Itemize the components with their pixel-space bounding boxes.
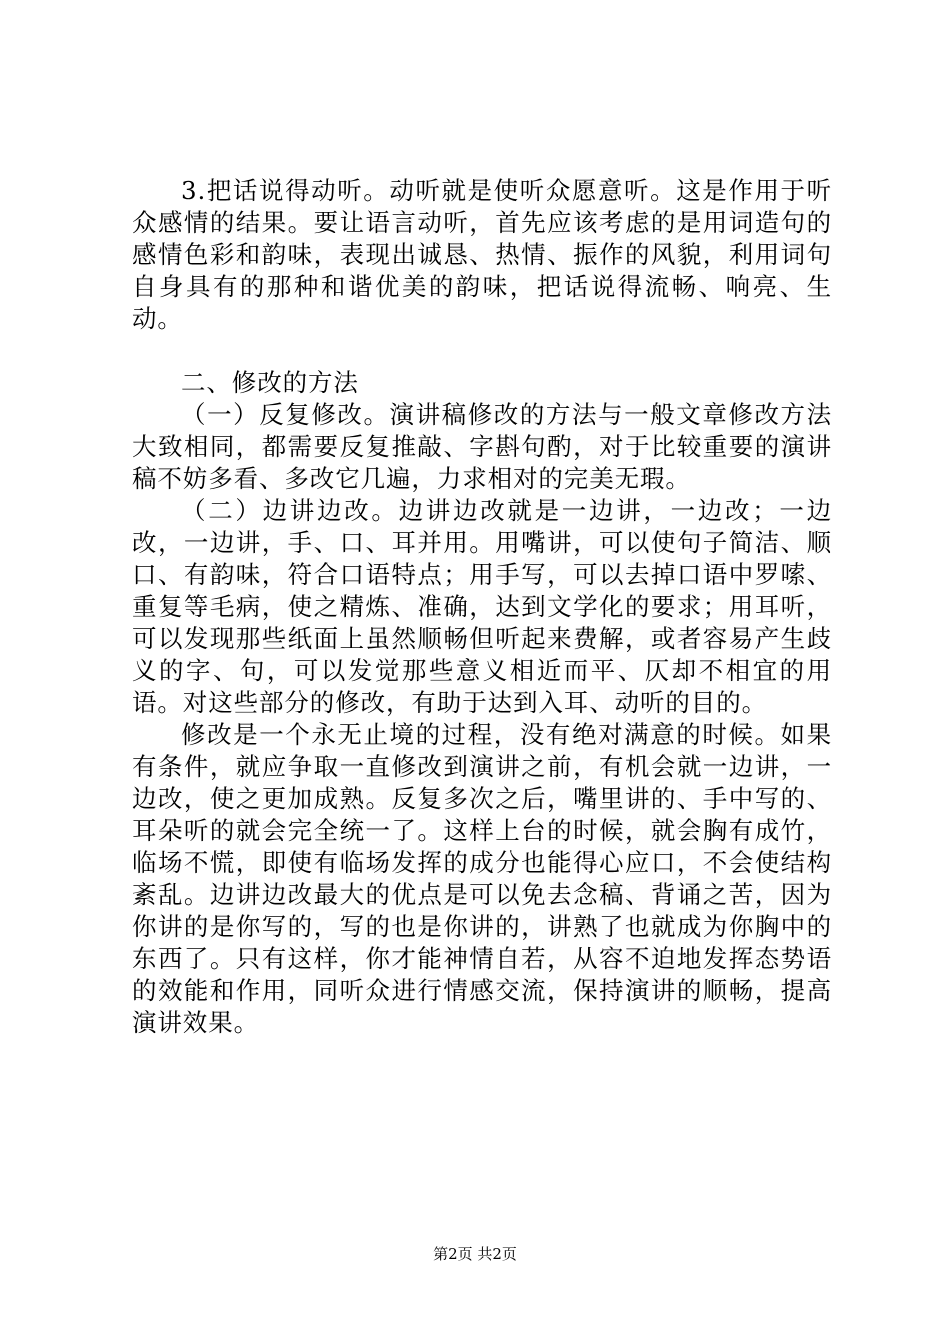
paragraph-point-3: 3.把话说得动听。动听就是使听众愿意听。这是作用于听众感情的结果。要让语言动听，首先应该考虑的是用词造句的感情色彩和韵味，表现出诚恳、热情、振作的风貌，利用词句自身具有的那种和谐优美的韵味，把话说得流畅、响亮、生动。 [132,176,832,333]
document-body [132,175,832,1039]
paragraph-spacer [132,335,832,367]
paragraph-revision-process: 修改是一个永无止境的过程，没有绝对满意的时候。如果有条件，就应争取一直修改到演讲之前，有机会就一边讲，一边改，使之更加成熟。反复多次之后，嘴里讲的、手中写的、耳朵听的就会完全统一了。这样上台的时候，就会胸有成竹，临场不慌，即使有临场发挥的成分也能得心应口，不会使结构紊乱。边讲边改最大的优点是可以免去念稿、背诵之苦，因为你讲的是你写的，写的也是你讲的，讲熟了也就成为你胸中的东西了。只有这样，你才能神情自若，从容不迫地发挥态势语的效能和作用，同听众进行情感交流，保持演讲的顺畅，提高演讲效果。 [132,720,832,1037]
page-number-footer: 第2页 共2页 [433,1245,517,1263]
paragraph-revise-while-speaking: （二）边讲边改。边讲边改就是一边讲，一边改；一边改，一边讲，手、口、耳并用。用嘴讲，可以使句子简洁、顺口、有韵味，符合口语特点；用手写，可以去掉口语中罗嗦、重复等毛病，使之精炼、准确，达到文学化的要求；用耳听，可以发现那些纸面上虽然顺畅但听起来费解，或者容易产生歧义的字、句，可以发觉那些意义相近而平、仄却不相宜的用语。对这些部分的修改，有助于达到入耳、动听的目的。 [132,496,832,717]
paragraph-repeated-revision: （一）反复修改。演讲稿修改的方法与一般文章修改方法大致相同，都需要反复推敲、字斟句酌，对于比较重要的演讲稿不妨多看、多改它几遍，力求相对的完美无瑕。 [132,400,832,493]
section-heading-revision-methods: 二、修改的方法 [181,368,359,397]
